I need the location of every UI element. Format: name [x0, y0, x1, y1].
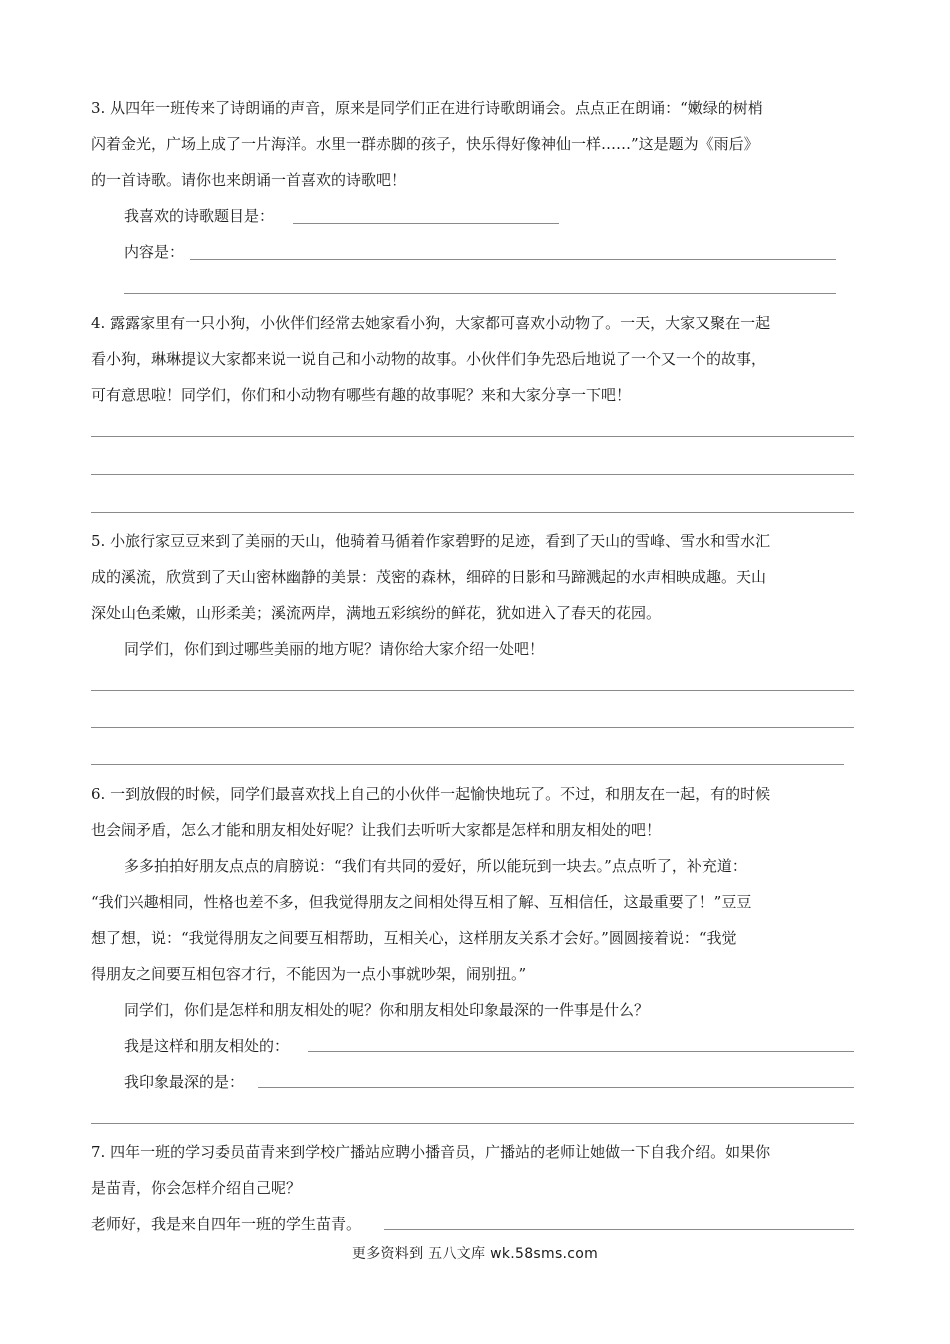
- question-7-line: 是苗青，你会怎样介绍自己呢？: [91, 1179, 302, 1197]
- footer-source: 更多资料到 五八文库 wk.58sms.com: [351, 1246, 599, 1262]
- friendship-memory-answer-line[interactable]: [258, 1087, 854, 1088]
- dialog-line: 得朋友之间要互相包容才行，不能因为一点小事就吵架，闹别扭。”: [91, 965, 527, 983]
- poem-content-answer-line[interactable]: [190, 259, 836, 260]
- question-4-line: 4. 露露家里有一只小狗，小伙伴们经常去她家看小狗，大家都可喜欢小动物了。一天，大家又聚在一起: [91, 314, 771, 332]
- dialog-line: 多多拍拍好朋友点点的肩膀说：“我们有共同的爱好，所以能玩到一块去。”点点听了，补充道：: [124, 857, 747, 875]
- question-5-line: 5. 小旅行家豆豆来到了美丽的天山，他骑着马循着作家碧野的足迹，看到了天山的雪峰、雪水和雪水汇: [91, 532, 771, 550]
- poem-content-prompt: 内容是：: [124, 243, 185, 261]
- question-5-line: 深处山色柔嫩，山形柔美；溪流两岸，满地五彩缤纷的鲜花，犹如进入了春天的花园。: [91, 604, 662, 622]
- question-4: [91, 305, 861, 413]
- question-4-line: 可有意思啦！同学们，你们和小动物有哪些有趣的故事呢？来和大家分享一下吧！: [91, 386, 632, 404]
- answer-line[interactable]: [91, 764, 844, 765]
- dialog-line: 想了想，说：“我觉得朋友之间要互相帮助，互相关心，这样朋友关系才会好。”圆圆接着说：“我觉: [91, 929, 737, 947]
- question-6-line: 6. 一到放假的时候，同学们最喜欢找上自己的小伙伴一起愉快地玩了。不过，和朋友在一起，有的时候: [91, 785, 771, 803]
- friendship-memory-prompt: 我印象最深的是：: [124, 1073, 245, 1091]
- answer-line[interactable]: [91, 474, 854, 475]
- answer-line[interactable]: [91, 690, 854, 691]
- question-5-prompt: 同学们，你们到过哪些美丽的地方呢？请你给大家介绍一处吧！: [124, 640, 545, 658]
- question-4-line: 看小狗，琳琳提议大家都来说一说自己和小动物的故事。小伙伴们争先恐后地说了一个又一个的故事，: [91, 350, 767, 368]
- friendship-how-prompt: 我是这样和朋友相处的：: [124, 1037, 290, 1055]
- poem-title-answer-line[interactable]: [293, 223, 559, 224]
- question-6-question: 同学们，你们是怎样和朋友相处的呢？你和朋友相处印象最深的一件事是什么？: [124, 1001, 650, 1019]
- question-7: [91, 1134, 861, 1242]
- question-7-line: 7. 四年一班的学习委员苗青来到学校广播站应聘小播音员，广播站的老师让她做一下自我介绍。如果你: [91, 1143, 771, 1161]
- poem-content-answer-line[interactable]: [124, 293, 836, 294]
- self-intro-starter: 老师好，我是来自四年一班的学生苗青。: [91, 1215, 362, 1233]
- question-3-line: 的一首诗歌。请你也来朗诵一首喜欢的诗歌吧！: [91, 171, 407, 189]
- question-3-line: 3. 从四年一班传来了诗朗诵的声音，原来是同学们正在进行诗歌朗诵会。点点正在朗诵：“嫩绿的树梢: [91, 99, 763, 117]
- question-6-line: 也会闹矛盾，怎么才能和朋友相处好呢？让我们去听听大家都是怎样和朋友相处的吧！: [91, 821, 662, 839]
- self-intro-answer-line[interactable]: [384, 1229, 854, 1230]
- poem-title-prompt: 我喜欢的诗歌题目是：: [124, 207, 275, 225]
- dialog-line: “我们兴趣相同，性格也差不多，但我觉得朋友之间相处得互相了解、互相信任，这最重要了！”豆豆: [91, 893, 752, 911]
- answer-line[interactable]: [91, 436, 854, 437]
- question-3-line: 闪着金光，广场上成了一片海洋。水里一群赤脚的孩子，快乐得好像神仙一样……”这是题为《雨后》: [91, 135, 759, 153]
- answer-line[interactable]: [91, 1123, 854, 1124]
- question-3: [91, 90, 861, 270]
- answer-line[interactable]: [91, 512, 854, 513]
- friendship-how-answer-line[interactable]: [308, 1051, 854, 1052]
- question-5: [91, 523, 861, 667]
- question-5-line: 成的溪流，欣赏到了天山密林幽静的美景：茂密的森林，细碎的日影和马蹄溅起的水声相映成趣。天山: [91, 568, 767, 586]
- answer-line[interactable]: [91, 727, 854, 728]
